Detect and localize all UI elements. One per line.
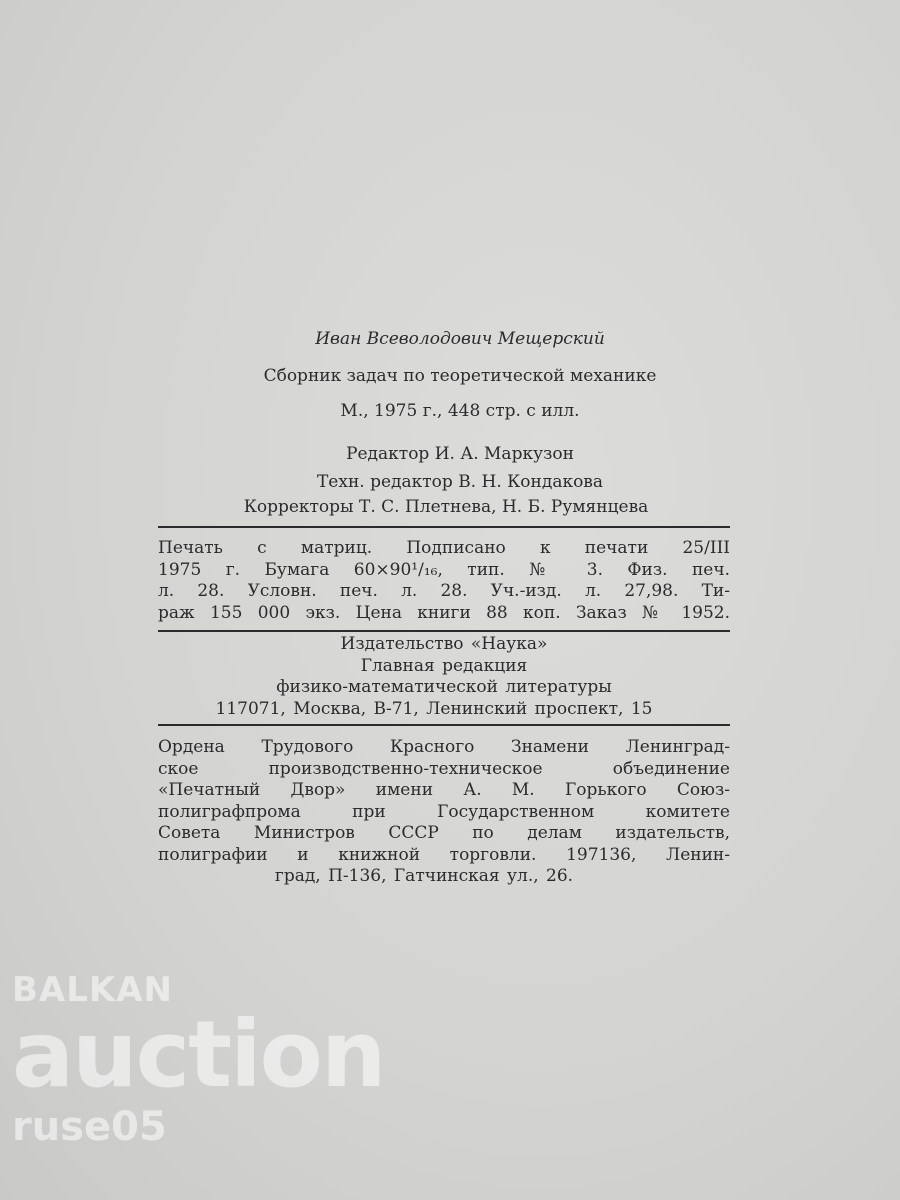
watermark-line: BALKAN [12,970,174,1010]
printer-line: Ордена Трудового Красного Знамени Ленинград- [158,737,730,757]
printer-line: ское производственно-техническое объединение [158,758,730,779]
print-info-line: раж 155 000 экз. Цена книги 88 коп. Заказ № 1952. [158,602,730,623]
printer-info [158,737,730,888]
proofreaders: Корректоры Т. С. Плетнева, Н. Б. Румянцева [243,497,649,517]
publisher-line: Издательство «Наука» [340,634,548,654]
printer-line: град, П-136, Гатчинская ул., 26. [274,866,574,886]
tech-editor: Техн. редактор В. Н. Кондакова [316,472,604,492]
watermark-logo [12,970,384,1150]
printer-line: «Печатный Двор» имени А. М. Горького Союз- [158,780,730,800]
publisher-line: Главная редакция [360,655,528,676]
divider [158,724,730,726]
print-info-line: 1975 г. Бумага 60×90¹/₁₆, тип. № 3. Физ. печ. [158,559,730,580]
printer-line: полиграфпрома при Государственном комитете [158,801,730,822]
publisher-line: физико-математической литературы [276,677,612,697]
watermark-line: auction [12,1001,385,1108]
print-info [158,538,730,624]
print-info-line: Печать с матриц. Подписано к печати 25/III [158,538,730,558]
print-info-line: л. 28. Условн. печ. л. 28. Уч.-изд. л. 27,98. Ти- [158,581,730,601]
imprint: М., 1975 г., 448 стр. с илл. [340,401,580,421]
editor: Редактор И. А. Маркузон [346,444,574,464]
divider [158,630,730,632]
printer-line: полиграфии и книжной торговли. 197136, Ленин- [158,844,730,865]
author: Иван Всеволодович Мещерский [315,329,605,349]
watermark-line: ruse05 [12,1104,167,1150]
publisher [158,634,730,720]
divider [158,526,730,528]
printer-line: Совета Министров СССР по делам издательств, [158,823,730,843]
book-title: Сборник задач по теоретической механике [263,366,657,386]
publisher-line: 117071, Москва, В-71, Ленинский проспект, 15 [215,698,653,719]
